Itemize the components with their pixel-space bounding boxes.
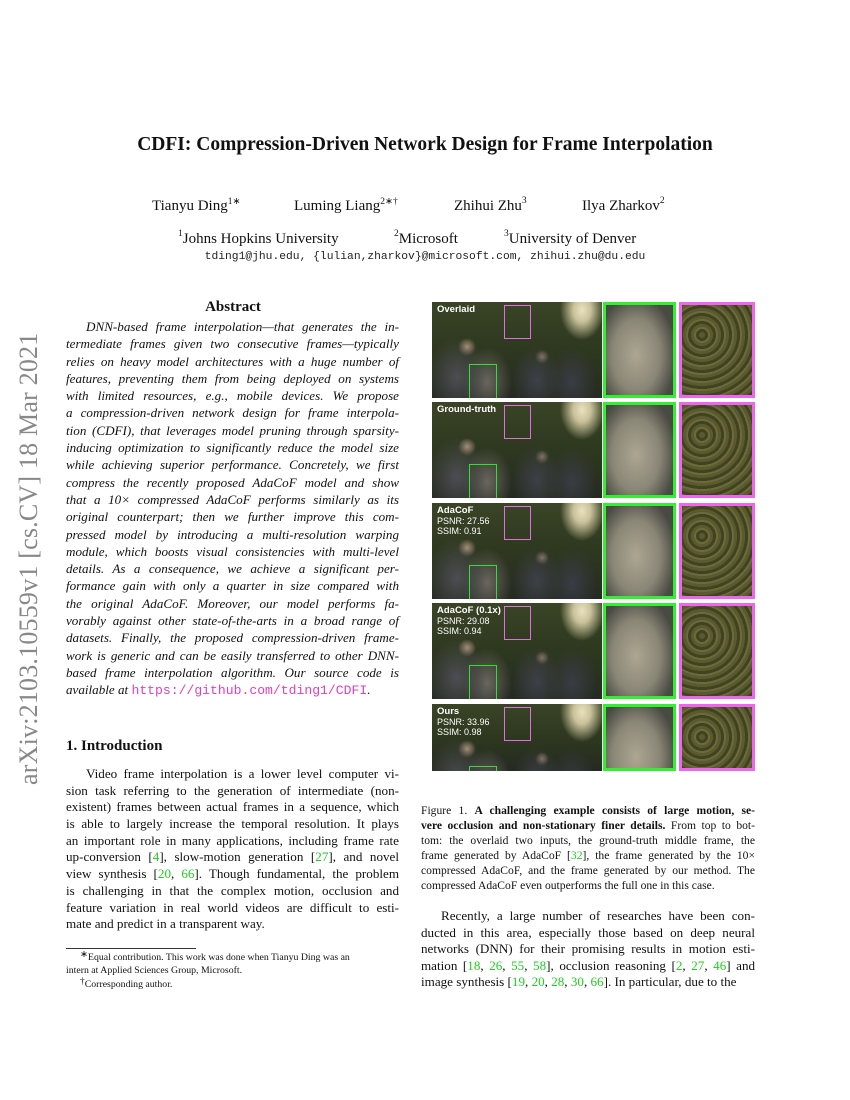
- green-zoom-box: [469, 364, 497, 398]
- text-run: ]. In particular, due to the: [603, 974, 737, 989]
- text-line: [66, 577, 399, 594]
- method-name: AdaCoF (0.1x): [437, 605, 501, 616]
- text-run: an important role in many applications, including frame rate: [66, 832, 399, 848]
- footnote-text: Corresponding author.: [84, 979, 173, 990]
- author: [294, 198, 398, 215]
- text-line: [66, 647, 399, 664]
- text-run: .: [367, 682, 371, 698]
- citation-link[interactable]: 27: [315, 849, 329, 865]
- frame-image: [432, 704, 602, 771]
- row-label: [437, 305, 475, 315]
- pink-zoom-box: [504, 707, 531, 741]
- text-line: [66, 833, 399, 850]
- source-code-link[interactable]: https://github.com/tding1/CDFI: [131, 683, 368, 699]
- text-run: vorably against other state-of-the-arts in a broad range of: [66, 613, 399, 629]
- text-line: [421, 974, 755, 991]
- pink-zoom-box: [504, 305, 531, 339]
- introduction-paragraph: [66, 766, 399, 933]
- author-mark: 2∗†: [380, 197, 398, 207]
- text-run: view synthesis [: [66, 866, 158, 882]
- text-line: [66, 560, 399, 577]
- text-run: is challenging in that the complex motion, occlusion and: [66, 882, 399, 898]
- citation-link[interactable]: 66: [181, 866, 195, 882]
- author-name: Ilya Zharkov: [582, 198, 660, 214]
- footnote-text: intern at Applied Sciences Group, Microsoft.: [66, 965, 243, 976]
- text-run: ]. Though fundamental, the problem: [194, 866, 400, 882]
- text-line: [66, 766, 399, 783]
- text-run: ,: [524, 957, 534, 973]
- text-line: [66, 370, 399, 387]
- text-run: mation [: [421, 957, 468, 973]
- text-line: [421, 941, 755, 958]
- text-run: ], the frame generated by the 10×: [582, 849, 755, 862]
- citation-link[interactable]: 32: [570, 849, 583, 862]
- green-zoom-box: [469, 766, 497, 771]
- text-run: termediate frames given two consecutive frames—typically: [66, 336, 399, 352]
- footnote-mark: ∗: [80, 950, 88, 960]
- text-run: networks (DNN) for their promising results in motion esti-: [421, 941, 755, 956]
- text-run: datasets. Finally, the proposed compression-driven frame-: [66, 630, 399, 646]
- text-run: image synthesis [: [421, 974, 512, 989]
- footnote-divider: [66, 948, 196, 949]
- psnr-value: PSNR: 29.08: [437, 616, 490, 626]
- text-run: ,: [502, 957, 512, 973]
- affiliation-mark: 1: [178, 229, 183, 239]
- row-label: [437, 606, 501, 636]
- affiliation: [394, 231, 458, 248]
- text-line: [66, 816, 399, 833]
- green-crop-image: [603, 503, 676, 599]
- text-run: compress the recently proposed AdaCoF model and show: [66, 474, 399, 490]
- author: [454, 198, 527, 215]
- text-run: Video frame interpolation is a lower level computer vi-: [86, 766, 399, 781]
- text-run: ,: [171, 866, 182, 882]
- author-mark: 3: [521, 196, 527, 206]
- text-run: based frame interpolation algorithm. Our source code is: [66, 664, 399, 680]
- text-line: [421, 848, 755, 863]
- text-run: ,: [682, 957, 692, 973]
- text-run: compressed AdaCoF even outperforms the full one in this case.: [421, 879, 715, 892]
- text-line: [421, 863, 755, 878]
- affiliation-name: Microsoft: [398, 231, 458, 247]
- row-label: [437, 707, 490, 737]
- text-run: with limited resources, e.g., mobile devices. We propose: [66, 388, 399, 404]
- text-line: [66, 404, 399, 421]
- text-line: [66, 799, 399, 816]
- text-run: From top to bot-: [665, 819, 755, 832]
- text-run: sion task referring to the generation of intermediate (non-: [66, 782, 399, 798]
- text-run: ], and novel: [328, 849, 399, 865]
- text-run: original counterpart; then we further improve this com-: [66, 509, 399, 525]
- text-line: [66, 456, 399, 473]
- text-line: [421, 833, 755, 848]
- author-emails: tding1@jhu.edu, {lulian,zharkov}@microsoft.com, zhihui.zhu@du.edu: [204, 251, 646, 263]
- text-run: ,: [704, 957, 714, 973]
- figure-row: [432, 402, 755, 498]
- pink-crop-image: [679, 704, 755, 771]
- affiliation-mark: 3: [504, 229, 509, 239]
- frame-image: [432, 402, 602, 498]
- text-run: ], slow-motion generation [: [159, 849, 316, 865]
- author-name: Zhihui Zhu: [454, 198, 522, 214]
- pink-zoom-box: [504, 405, 531, 439]
- green-crop-image: [603, 603, 676, 699]
- author-mark: 1∗: [227, 197, 241, 207]
- citation-link[interactable]: 66: [590, 974, 604, 989]
- text-line: [66, 491, 399, 508]
- text-run: relies on heavy model architectures with a huge number of: [66, 353, 399, 369]
- text-run: while achieving superior performance. Concretely, we first: [66, 457, 399, 473]
- citation-link[interactable]: 55: [511, 957, 525, 973]
- text-line: [421, 803, 755, 818]
- citation-link[interactable]: 46: [713, 957, 727, 973]
- text-line: [66, 866, 399, 883]
- text-line: [66, 664, 399, 681]
- green-zoom-box: [469, 464, 497, 498]
- figure-caption: [421, 803, 755, 893]
- text-run: feature variation in real world videos are difficult to esti-: [66, 899, 399, 915]
- text-run: inducing optimization to significantly reduce the model size: [66, 440, 399, 456]
- green-crop-image: [603, 302, 676, 398]
- caption-bold-text: A challenging example consists of large motion, se-: [474, 804, 755, 817]
- text-run: module, which boosts visual consistencies with multi-level: [66, 543, 399, 559]
- text-line: [66, 849, 399, 866]
- body-paragraph: [421, 908, 755, 991]
- text-run: ,: [525, 974, 532, 989]
- abstract-heading: Abstract: [205, 299, 261, 315]
- green-crop-image: [603, 704, 676, 771]
- figure-row: [432, 503, 755, 599]
- citation-link[interactable]: 18: [467, 957, 481, 973]
- abstract-text: [66, 318, 399, 699]
- paper-title: CDFI: Compression-Driven Network Design for Frame Interpolation: [137, 134, 713, 155]
- text-run: DNN-based frame interpolation—that generates the in-: [86, 319, 399, 334]
- frame-image: [432, 302, 602, 398]
- section-heading-introduction: 1. Introduction: [66, 738, 163, 754]
- ssim-value: SSIM: 0.98: [437, 727, 482, 737]
- frame-image: [432, 503, 602, 599]
- author-name: Luming Liang: [294, 198, 381, 214]
- text-run: pressed model by introducing a multi-resolution warping: [66, 526, 399, 542]
- text-run: available at: [66, 682, 132, 698]
- text-line: [66, 508, 399, 525]
- text-run: frame generated by AdaCoF [: [421, 849, 571, 862]
- text-line: [66, 543, 399, 560]
- citation-link[interactable]: 2: [675, 957, 683, 973]
- text-run: the original AdaCoF. Moreover, our model performs fa-: [66, 595, 399, 611]
- text-run: ,: [564, 974, 571, 989]
- footnote-corresponding: [66, 978, 413, 991]
- footnote-text: Equal contribution. This work was done when Tianyu Ding was an: [87, 952, 350, 963]
- text-line: [66, 783, 399, 800]
- text-line: [421, 878, 755, 893]
- text-run: existent) frames between actual frames in a sequence, which: [66, 799, 399, 815]
- text-run: mate and predict in a transparent way.: [66, 916, 265, 932]
- text-run: tom: the overlaid two inputs, the ground-truth middle frame, the: [421, 834, 755, 847]
- pink-crop-image: [679, 402, 755, 498]
- text-run: formance gain with only a quarter in size compared with: [66, 578, 399, 594]
- frame-image: [432, 603, 602, 699]
- citation-link[interactable]: 27: [691, 957, 705, 973]
- green-crop-image: [603, 402, 676, 498]
- text-run: ] and: [726, 957, 756, 973]
- text-line: [66, 353, 399, 370]
- text-run: details. As a consequence, we achieve a significant per-: [66, 561, 399, 577]
- text-run: Recently, a large number of researches have been con-: [441, 908, 755, 923]
- citation-link[interactable]: 28: [551, 974, 565, 989]
- affiliation: [178, 231, 339, 248]
- citation-link[interactable]: 20: [157, 866, 171, 882]
- author: [152, 198, 240, 215]
- row-label: [437, 405, 496, 415]
- text-line: [66, 612, 399, 629]
- affiliation-name: University of Denver: [508, 231, 637, 247]
- psnr-value: PSNR: 27.56: [437, 516, 490, 526]
- footnote-mark: †: [80, 977, 85, 987]
- text-line: [66, 595, 399, 612]
- ssim-value: SSIM: 0.94: [437, 626, 482, 636]
- text-run: that a 10× compressed AdaCoF performs similarly as its: [66, 491, 399, 507]
- text-run: features, preventing them from being deployed on systems: [66, 370, 399, 386]
- citation-link[interactable]: 4: [152, 849, 160, 865]
- figure-row: [432, 704, 755, 771]
- text-line: [66, 422, 399, 439]
- green-zoom-box: [469, 565, 497, 599]
- citation-link[interactable]: 26: [489, 957, 503, 973]
- text-run: ,: [544, 974, 552, 989]
- text-run: ,: [480, 957, 490, 973]
- text-line: [66, 900, 399, 917]
- text-line: [66, 439, 399, 456]
- text-run: work is generic and can be easily transferred to other DNN-: [66, 647, 399, 663]
- text-line: [66, 474, 399, 491]
- method-name: Overlaid: [437, 304, 476, 315]
- arxiv-stamp: arXiv:2103.10559v1 [cs.CV] 18 Mar 2021: [14, 332, 43, 785]
- author-name: Tianyu Ding: [152, 198, 228, 214]
- pink-crop-image: [679, 302, 755, 398]
- text-line: [421, 908, 755, 925]
- text-run: is able to largely increase the temporal resolution. It plays: [66, 816, 399, 832]
- pink-zoom-box: [504, 606, 531, 640]
- text-line: [421, 925, 755, 942]
- text-line: [66, 318, 399, 335]
- figure-row: [432, 302, 755, 398]
- ssim-value: SSIM: 0.91: [437, 526, 482, 536]
- affiliation: [504, 231, 636, 248]
- citation-link[interactable]: 19: [511, 974, 526, 989]
- method-name: Ours: [437, 706, 460, 717]
- text-run: up-conversion [: [66, 849, 153, 865]
- author-mark: 2: [659, 196, 665, 206]
- method-name: Ground-truth: [437, 404, 497, 415]
- text-run: a compression-driven network design for frame interpola-: [66, 405, 399, 421]
- text-run: tion (CDFI), that leverages model pruning through sparsity-: [66, 422, 399, 438]
- affiliation-mark: 2: [394, 229, 399, 239]
- citation-link[interactable]: 30: [570, 974, 584, 989]
- text-line: [421, 818, 755, 833]
- text-run: Figure 1.: [421, 804, 475, 817]
- citation-link[interactable]: 20: [531, 974, 545, 989]
- text-line: [66, 526, 399, 543]
- figure-row: [432, 603, 755, 699]
- text-line: [421, 958, 755, 975]
- row-label: [437, 506, 490, 536]
- text-line: [66, 335, 399, 352]
- text-run: ducted in this area, especially those based on deep neural: [421, 924, 755, 940]
- text-line: [66, 883, 399, 900]
- footnote-equal-contribution: [66, 951, 399, 977]
- pink-zoom-box: [504, 506, 531, 540]
- method-name: AdaCoF: [437, 505, 474, 516]
- psnr-value: PSNR: 33.96: [437, 717, 490, 727]
- affiliation-name: Johns Hopkins University: [182, 231, 339, 247]
- text-line: [66, 629, 399, 646]
- caption-bold-text: vere occlusion and non-stationary finer details.: [421, 819, 666, 832]
- citation-link[interactable]: 58: [533, 957, 547, 973]
- pink-crop-image: [679, 603, 755, 699]
- green-zoom-box: [469, 665, 497, 699]
- text-run: ,: [583, 974, 591, 989]
- text-line: [66, 916, 399, 933]
- pink-crop-image: [679, 503, 755, 599]
- text-run: ], occlusion reasoning [: [546, 957, 676, 973]
- text-line: [66, 387, 399, 404]
- text-line: [66, 681, 399, 698]
- text-run: compressed AdaCoF, and the frame generated by our method. The: [421, 864, 755, 877]
- author: [582, 198, 665, 215]
